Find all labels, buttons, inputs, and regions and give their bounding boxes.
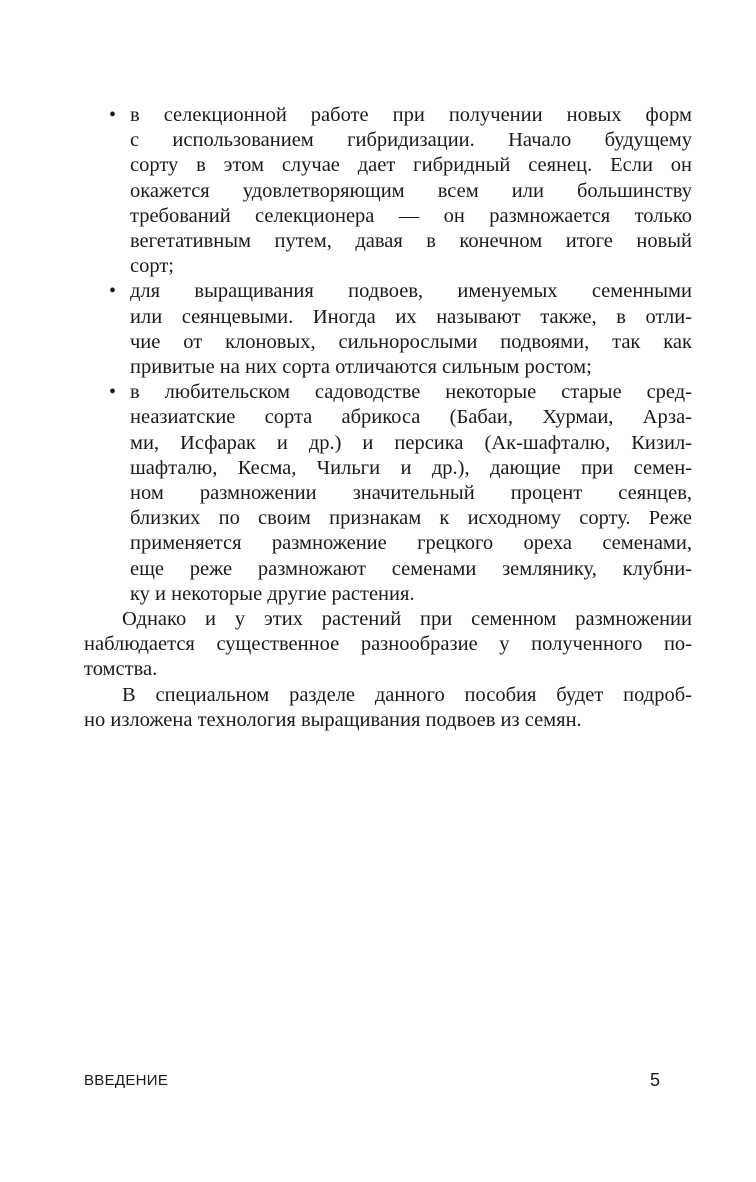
text-line: ку и некоторые другие растения. (130, 582, 415, 605)
text-line: привитые на них сорта отличаются сильным ростом; (130, 356, 592, 379)
page-number: 5 (650, 1070, 661, 1090)
text-line: или сеянцевыми. Иногда их называют также, в отли- (130, 305, 692, 328)
text-line: шафталю, Кесма, Чильги и др.), дающие при семен- (130, 456, 692, 479)
text-line: но изложена технология выращивания подвоев из семян. (84, 708, 582, 731)
bullet-list (84, 103, 692, 607)
bullet-marker: • (109, 280, 117, 303)
bullet-marker: • (109, 104, 117, 126)
bullet-marker: • (109, 381, 117, 404)
bullet-item-amateur-gardening (84, 380, 692, 607)
text-line: В специальном разделе данного пособия будет подроб- (122, 683, 692, 706)
text-line: требований селекционера — он размножается только (130, 204, 692, 227)
page-body (84, 103, 692, 733)
text-line: чие от клоновых, сильнорослыми подвоями, так как (130, 330, 692, 353)
text-line: ном размножении значительный процент сеянцев, (130, 482, 692, 505)
paragraph-special-section (84, 683, 692, 733)
text-line: в любительском садоводстве некоторые старые сред- (130, 381, 692, 404)
text-line: близких по своим признакам к исходному сорту. Реже (130, 507, 692, 530)
running-footer-section: ВВЕДЕНИЕ (84, 1072, 169, 1089)
text-line: в селекционной работе при получении новых форм (130, 104, 692, 126)
text-line: окажется удовлетворяющим всем или большинству (130, 179, 692, 202)
text-line: еще реже размножают семенами землянику, клубни- (130, 557, 692, 580)
text-line: сорту в этом случае дает гибридный сеянец. Если он (130, 154, 692, 177)
text-line: наблюдается существенное разнообразие у полученного по- (84, 633, 692, 656)
paragraph-diversity (84, 607, 692, 683)
bullet-item-selection (84, 103, 692, 279)
text-line: применяется размножение грецкого ореха семенами, (130, 532, 692, 555)
text-line: ми, Исфарак и др.) и персика (Ак-шафталю, Кизил- (130, 431, 692, 454)
text-line: неазиатские сорта абрикоса (Бабаи, Хурмаи, Арза- (130, 406, 692, 429)
text-line: сорт; (130, 255, 174, 278)
text-line: Однако и у этих растений при семенном размножении (122, 608, 692, 631)
text-line: с использованием гибридизации. Начало будущему (130, 129, 692, 152)
text-line: томства. (84, 658, 158, 681)
bullet-item-rootstocks (84, 279, 692, 380)
text-line: для выращивания подвоев, именуемых семенными (130, 280, 692, 303)
text-line: вегетативным путем, давая в конечном итоге новый (130, 230, 692, 253)
